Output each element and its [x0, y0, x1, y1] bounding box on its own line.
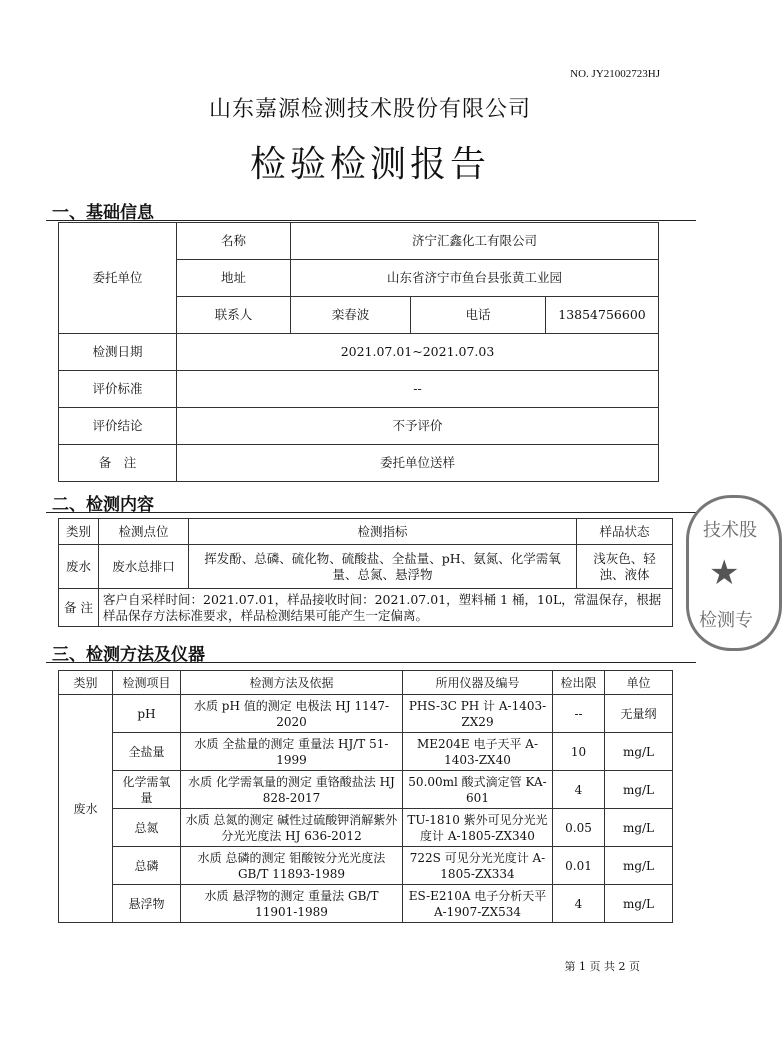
seal-text-top: 技术股 [703, 520, 757, 541]
section1-heading: 一、基础信息 [52, 203, 154, 223]
header-instrument: 所用仪器及编号 [403, 671, 553, 695]
method-cell: 水质 化学需氧量的测定 重铬酸盐法 HJ 828-2017 [181, 771, 403, 809]
content-point: 废水总排口 [99, 545, 189, 589]
item-cell: 悬浮物 [113, 885, 181, 923]
star-icon: ★ [709, 553, 740, 593]
header-category: 类别 [59, 671, 113, 695]
limit-cell: 0.05 [553, 809, 605, 847]
conclusion-label: 评价结论 [59, 408, 177, 445]
instrument-cell: ES-E210A 电子分析天平 A-1907-ZX534 [403, 885, 553, 923]
header-unit: 单位 [605, 671, 673, 695]
date-label: 检测日期 [59, 334, 177, 371]
unit-cell: 无量纲 [605, 695, 673, 733]
limit-cell: 4 [553, 885, 605, 923]
unit-cell: mg/L [605, 771, 673, 809]
method-category: 废水 [59, 695, 113, 923]
method-cell: 水质 全盐量的测定 重量法 HJ/T 51-1999 [181, 733, 403, 771]
contact-label: 联系人 [177, 297, 291, 334]
section1-divider [46, 220, 696, 221]
header-indicators: 检测指标 [189, 519, 577, 545]
report-title: 检验检测报告 [249, 144, 490, 185]
test-content-table [58, 518, 673, 627]
contact-value: 栾春波 [291, 297, 411, 334]
seal-stamp [686, 495, 782, 651]
method-cell: 水质 悬浮物的测定 重量法 GB/T 11901-1989 [181, 885, 403, 923]
phone-value: 13854756600 [546, 297, 659, 334]
remark-value: 委托单位送样 [177, 445, 659, 482]
content-remark-value: 客户自采样时间：2021.07.01，样品接收时间：2021.07.01，塑料桶 1 桶，10L，常温保存，根据样品保存方法标准要求，样品检测结果可能产生一定偏离。 [99, 589, 673, 627]
header-limit: 检出限 [553, 671, 605, 695]
method-cell: 水质 总氮的测定 碱性过硫酸钾消解紫外分光光度法 HJ 636-2012 [181, 809, 403, 847]
limit-cell: 4 [553, 771, 605, 809]
name-value: 济宁汇鑫化工有限公司 [291, 223, 659, 260]
conclusion-value: 不予评价 [177, 408, 659, 445]
item-cell: 化学需氧量 [113, 771, 181, 809]
report-number: NO. JY21002723HJ [570, 68, 660, 80]
instrument-cell: 722S 可见分光光度计 A-1805-ZX334 [403, 847, 553, 885]
unit-cell: mg/L [605, 847, 673, 885]
instrument-cell: TU-1810 紫外可见分光光度计 A-1805-ZX340 [403, 809, 553, 847]
header-item: 检测项目 [113, 671, 181, 695]
instrument-cell: 50.00ml 酸式滴定管 KA-601 [403, 771, 553, 809]
unit-cell: mg/L [605, 733, 673, 771]
standard-label: 评价标准 [59, 371, 177, 408]
limit-cell: 10 [553, 733, 605, 771]
client-label: 委托单位 [59, 223, 177, 334]
limit-cell: -- [553, 695, 605, 733]
instrument-cell: ME204E 电子天平 A-1403-ZX40 [403, 733, 553, 771]
basic-info-table [58, 222, 659, 482]
header-method: 检测方法及依据 [181, 671, 403, 695]
header-category: 类别 [59, 519, 99, 545]
section2-heading: 二、检测内容 [52, 495, 154, 515]
instrument-cell: PHS-3C PH 计 A-1403-ZX29 [403, 695, 553, 733]
date-value: 2021.07.01~2021.07.03 [177, 334, 659, 371]
method-cell: 水质 pH 值的测定 电极法 HJ 1147-2020 [181, 695, 403, 733]
address-label: 地址 [177, 260, 291, 297]
unit-cell: mg/L [605, 885, 673, 923]
header-point: 检测点位 [99, 519, 189, 545]
section3-heading: 三、检测方法及仪器 [52, 645, 205, 665]
page-number: 第 1 页 共 2 页 [564, 960, 640, 973]
unit-cell: mg/L [605, 809, 673, 847]
content-indicators: 挥发酚、总磷、硫化物、硫酸盐、全盐量、pH、氨氮、化学需氧量、总氮、悬浮物 [189, 545, 577, 589]
item-cell: 总磷 [113, 847, 181, 885]
section3-divider [46, 662, 696, 663]
method-table [58, 670, 673, 923]
remark-label: 备 注 [59, 445, 177, 482]
item-cell: 全盐量 [113, 733, 181, 771]
address-value: 山东省济宁市鱼台县张黄工业园 [291, 260, 659, 297]
item-cell: pH [113, 695, 181, 733]
content-state: 浅灰色、轻浊、液体 [577, 545, 673, 589]
name-label: 名称 [177, 223, 291, 260]
limit-cell: 0.01 [553, 847, 605, 885]
content-category: 废水 [59, 545, 99, 589]
method-cell: 水质 总磷的测定 钼酸铵分光光度法 GB/T 11893-1989 [181, 847, 403, 885]
company-name: 山东嘉源检测技术股份有限公司 [208, 97, 531, 122]
seal-text-bottom: 检测专 [699, 610, 753, 631]
section2-divider [46, 512, 696, 513]
content-remark-label: 备 注 [59, 589, 99, 627]
standard-value: -- [177, 371, 659, 408]
header-state: 样品状态 [577, 519, 673, 545]
item-cell: 总氮 [113, 809, 181, 847]
phone-label: 电话 [411, 297, 546, 334]
